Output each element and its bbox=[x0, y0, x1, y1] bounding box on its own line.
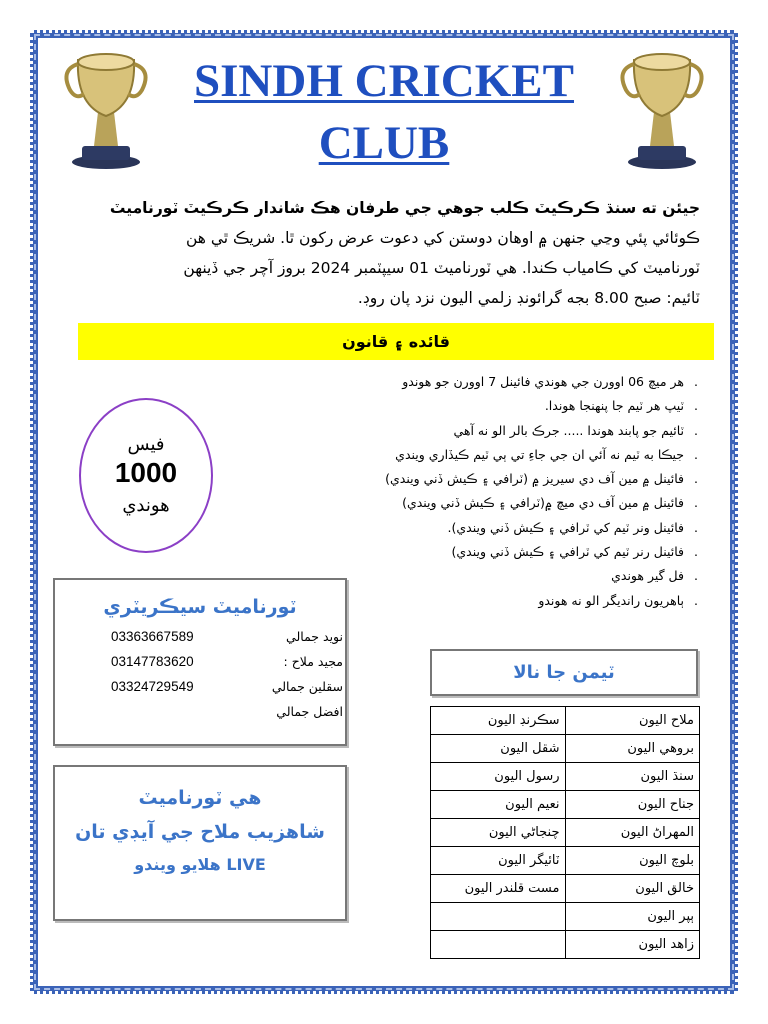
intro-line: ٽورناميٽ کي ڪامياب ڪندا. هي ٽورناميٽ 01 سيپٽمبر 2024 بروز آچر جي ڏينهن bbox=[183, 259, 700, 277]
secretary-phone: 03363667589 bbox=[111, 629, 194, 644]
team-cell: بروهي اليون bbox=[565, 735, 700, 763]
fee-label: فيس bbox=[127, 434, 165, 454]
intro-paragraph bbox=[78, 193, 700, 313]
table-row bbox=[431, 819, 700, 847]
team-cell: رسول اليون bbox=[431, 763, 566, 791]
secretary-row bbox=[99, 704, 349, 726]
trophy-icon bbox=[612, 50, 712, 170]
table-row bbox=[431, 735, 700, 763]
rule-item: . ٻاهريون رانديگر الو نه هوندو bbox=[300, 589, 698, 613]
table-row bbox=[431, 763, 700, 791]
team-cell: جناح اليون bbox=[565, 791, 700, 819]
fee-unit: هوندي bbox=[122, 495, 170, 515]
secretary-row bbox=[99, 654, 349, 676]
trophy-icon bbox=[56, 50, 156, 170]
team-cell: بلوچ اليون bbox=[565, 847, 700, 875]
team-cell: نعيم اليون bbox=[431, 791, 566, 819]
secretary-name: مجيد ملاح : bbox=[283, 654, 343, 669]
fee-amount: 1000 bbox=[114, 457, 178, 488]
rule-item: . جيڪا به ٽيم نه آئي ان جي جاءِ تي ٻي ٽيم ڪيڏاري ويندي bbox=[300, 443, 698, 467]
secretary-name: سقلين جمالي bbox=[271, 679, 343, 694]
teams-table bbox=[430, 706, 700, 959]
secretary-row bbox=[99, 629, 349, 651]
team-cell bbox=[431, 931, 566, 959]
rules-list bbox=[300, 370, 698, 613]
table-row bbox=[431, 931, 700, 959]
team-cell: ملاح اليون bbox=[565, 707, 700, 735]
secretary-phone: 03147783620 bbox=[111, 654, 194, 669]
table-row bbox=[431, 903, 700, 931]
team-cell: زاهد اليون bbox=[565, 931, 700, 959]
team-cell: المهراڻ اليون bbox=[565, 819, 700, 847]
rule-item: . فائينل ۾ مين آف دي سيريز ۾ (ٽرافي ۽ ڪيش ڏني ويندي) bbox=[300, 467, 698, 491]
rule-item: . ٽيپ هر ٽيم جا پنهنجا هوندا. bbox=[300, 394, 698, 418]
team-cell: ٽائيگر اليون bbox=[431, 847, 566, 875]
live-line: شاهزيب ملاح جي آيڊي تان bbox=[75, 821, 325, 843]
page-title-line2: CLUB bbox=[318, 117, 450, 169]
rule-item: . فائينل ۾ مين آف دي ميچ ۾(ٽرافي ۽ ڪيش ڏني ويندي) bbox=[300, 491, 698, 515]
team-cell bbox=[431, 903, 566, 931]
rule-item: . فل گير هوندي bbox=[300, 564, 698, 588]
teams-heading: ٽيمن جا نالا bbox=[430, 649, 698, 696]
intro-line: ٽائيم: صبح 8.00 بجه گرائونڊ زلمي اليون نزد پان روڊ. bbox=[357, 289, 700, 307]
page-title-line1: SINDH CRICKET bbox=[194, 55, 574, 107]
intro-line: ڪوئائي پئي وڃي جنهن ۾ اوهان دوستن کي دعوت عرض رکون ٿا. شريڪ ٿي هن bbox=[185, 229, 700, 247]
table-row bbox=[431, 847, 700, 875]
secretary-name: نويد جمالي bbox=[286, 629, 343, 644]
live-line: هي ٽورناميٽ bbox=[138, 787, 262, 809]
secretary-title: ٽورناميٽ سيڪريٽري bbox=[103, 596, 297, 618]
intro-line: جيئن ته سنڌ ڪرڪيٽ ڪلب جوهي جي طرفان هڪ شاندار ڪرڪيٽ ٽورناميٽ bbox=[109, 199, 700, 217]
team-cell: مست قلندر اليون bbox=[431, 875, 566, 903]
secretary-box bbox=[53, 578, 347, 746]
secretary-phone: 03324729549 bbox=[111, 679, 194, 694]
table-row bbox=[431, 707, 700, 735]
table-row bbox=[431, 875, 700, 903]
rule-item: . فائينل ونر ٽيم کي ٽرافي ۽ ڪيش ڏني ويندي). bbox=[300, 516, 698, 540]
live-stream-box bbox=[53, 765, 347, 921]
rule-item: . فائينل رنر ٽيم کي ٽرافي ۽ ڪيش ڏني ويندي) bbox=[300, 540, 698, 564]
team-cell: خالق اليون bbox=[565, 875, 700, 903]
rule-item: . هر ميچ 06 اوورن جي هوندي فائينل 7 اوورن جو هوندو bbox=[300, 370, 698, 394]
live-line: LIVE هلايو ويندو bbox=[134, 855, 266, 874]
secretary-name: افضل جمالي bbox=[276, 704, 343, 719]
team-cell: ٻپر اليون bbox=[565, 903, 700, 931]
rules-heading: قائده ۽ قانون bbox=[78, 323, 714, 360]
secretary-row bbox=[99, 679, 349, 701]
team-cell: چنجاڻي اليون bbox=[431, 819, 566, 847]
team-cell: سنڌ اليون bbox=[565, 763, 700, 791]
team-cell: سڪرنڊ اليون bbox=[431, 707, 566, 735]
rule-item: . ٽائيم جو پابند هوندا ..... جرڪ بالر الو نه آهي bbox=[300, 419, 698, 443]
team-cell: شقل اليون bbox=[431, 735, 566, 763]
fee-badge bbox=[79, 398, 213, 553]
table-row bbox=[431, 791, 700, 819]
